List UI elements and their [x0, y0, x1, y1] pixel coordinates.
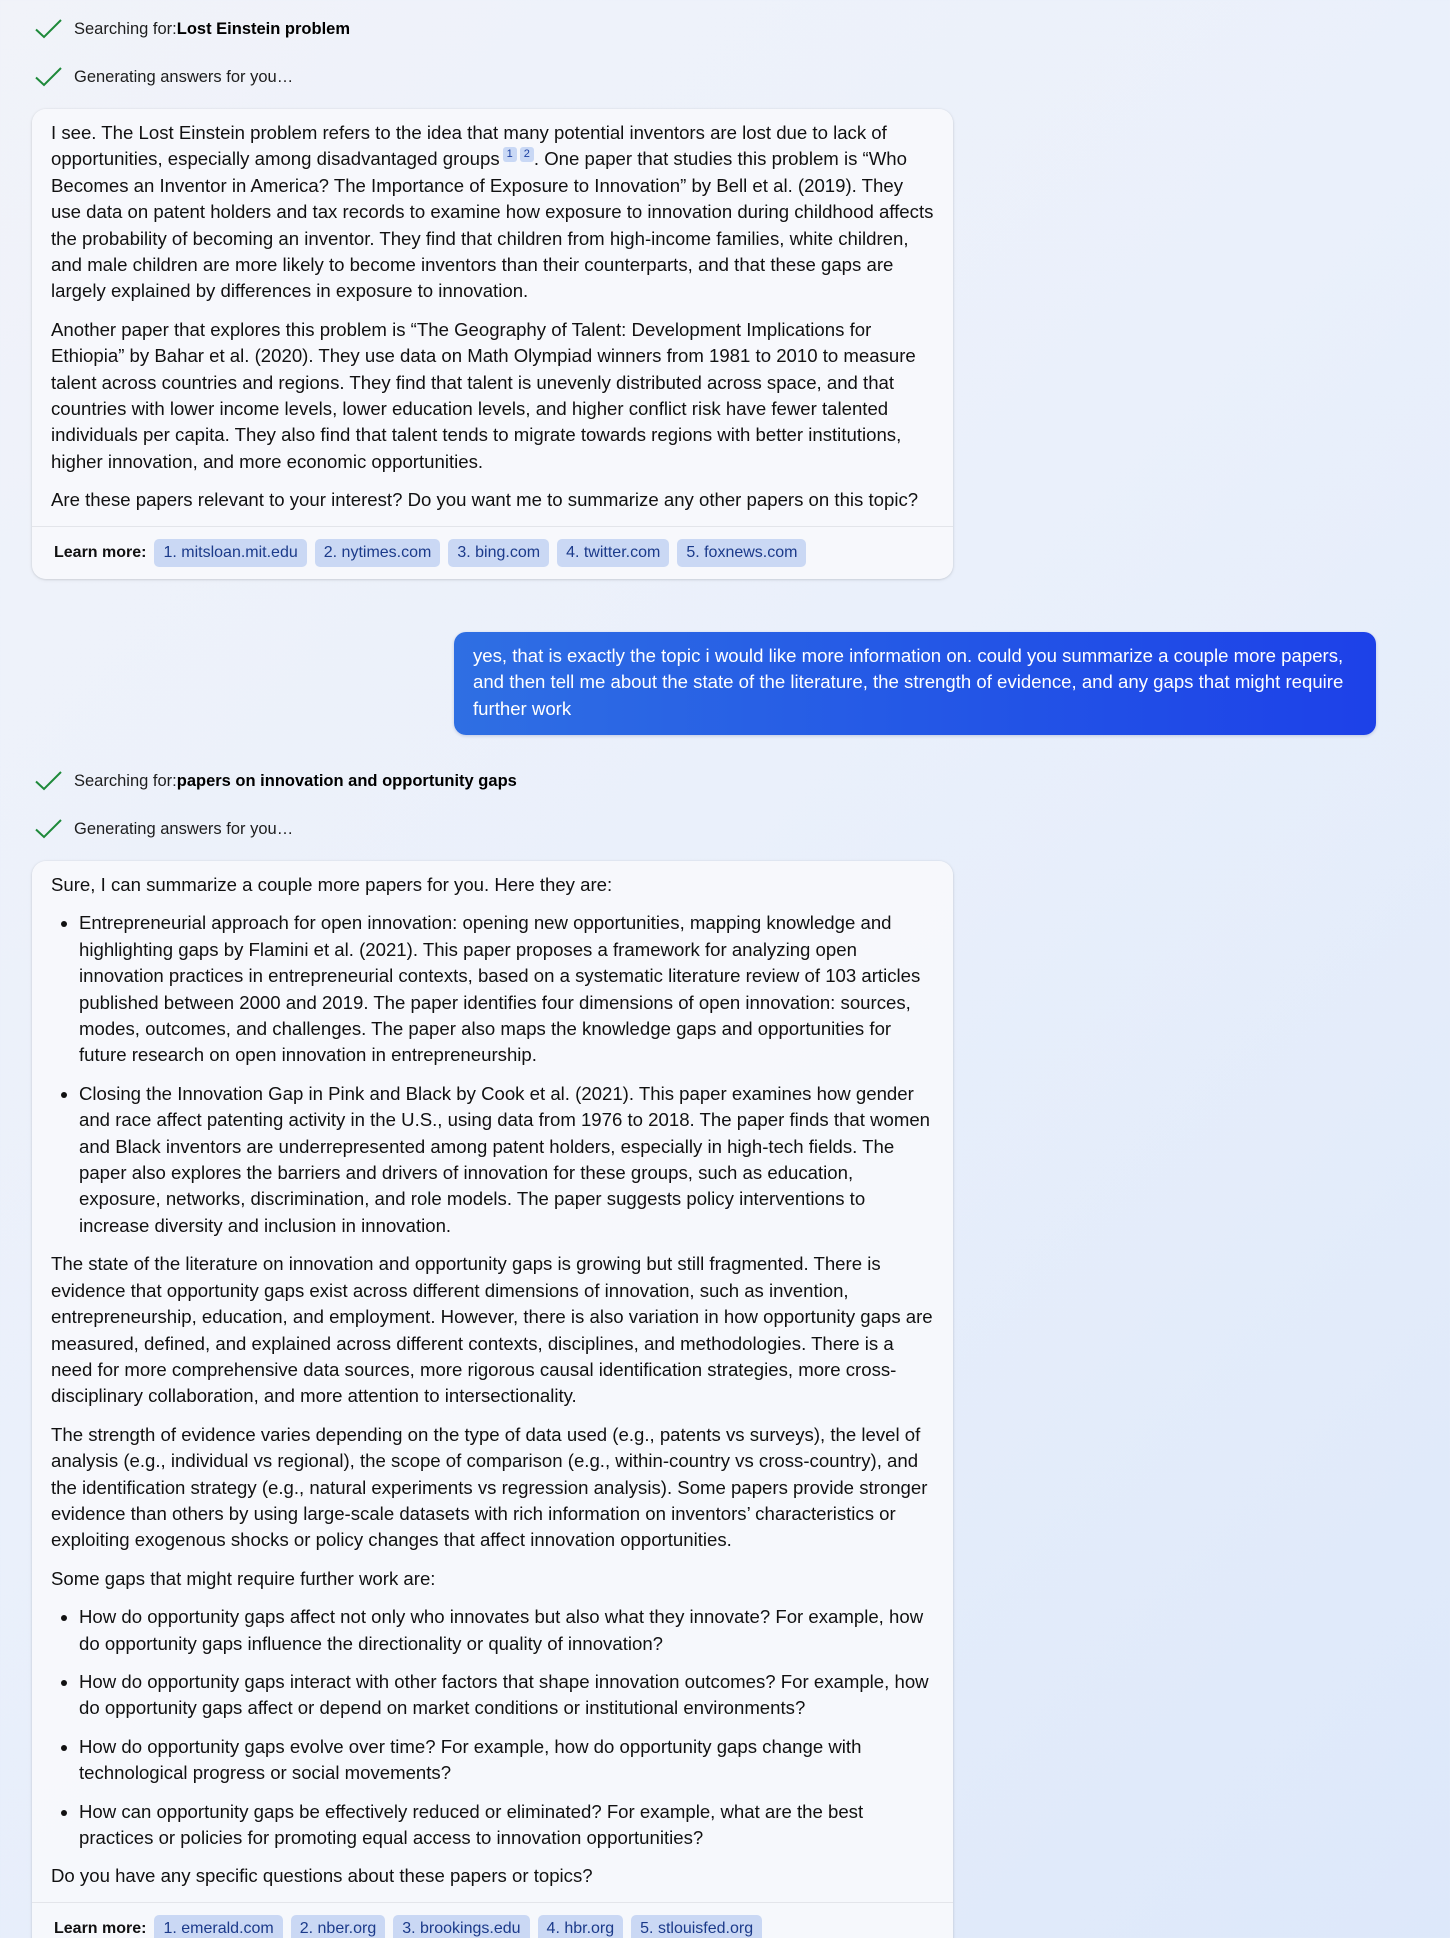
status-generating-2 [34, 816, 293, 842]
citation-badge[interactable]: 2 [520, 147, 534, 162]
source-link[interactable]: 5. foxnews.com [677, 539, 806, 567]
response-gaps-intro: Some gaps that might require further work are: [51, 1567, 436, 1589]
source-link[interactable]: 4. twitter.com [557, 539, 669, 567]
user-message-text: yes, that is exactly the topic i would like more information on. could you summarize a couple more papers, and then tell me about the state of the literature, the strength of evidence, and any gaps that might require further work [473, 645, 1344, 719]
status-searching-query: Lost Einstein problem [176, 19, 351, 38]
response-text: I see. The Lost Einstein problem refers to the idea that many potential inventors are lost due to lack of opportunities, especially among disadvantaged groups [51, 122, 887, 170]
gap-list-item: • How do opportunity gaps evolve over time? For example, how do opportunity gaps change with technological progress or social movements? [79, 1734, 934, 1787]
checkmark-icon [34, 769, 64, 793]
bot-response-body-2 [32, 861, 953, 1890]
learn-more-label: Learn more: [54, 1919, 147, 1937]
checkmark-icon [34, 17, 64, 41]
source-link[interactable]: 1. mitsloan.mit.edu [154, 539, 306, 567]
learn-more-bar-2 [32, 1902, 953, 1938]
source-link[interactable]: 3. bing.com [448, 539, 549, 567]
status-searching-query: papers on innovation and opportunity gaps [176, 771, 517, 790]
gap-list-item: • How do opportunity gaps affect not only who innovates but also what they innovate? For example, how do opportunity gaps influence the directionality or quality of innovation? [79, 1604, 934, 1657]
user-message-bubble [454, 632, 1376, 735]
gap-list-item: • How can opportunity gaps be effectively reduced or eliminated? For example, what are the best practices or policies for promoting equal access to innovation opportunities? [79, 1799, 934, 1852]
bot-response-body-1 [32, 109, 953, 514]
status-searching-prefix: Searching for: [74, 771, 177, 790]
status-searching-prefix: Searching for: [74, 19, 177, 38]
response-paragraph-strength: The strength of evidence varies depending on the type of data used (e.g., patents vs surveys), the level of analysis (e.g., individual vs regional), the scope of comparison (e.g., within-country vs cross-country), and the identification strategy (e.g., natural experiments vs regression analysis). Some papers provide stronger evidence than others by using large-scale datasets with rich information on inventors’ characteristics or exploiting exogenous shocks or policy changes that affect innovation opportunities. [51, 1423, 928, 1551]
response-paragraph: Another paper that explores this problem is “The Geography of Talent: Development Implications for Ethiopia” by Bahar et al. (2020). They use data on Math Olympiad winners from 1981 to 2010 to measure talent across countries and regions. They find that talent is unevenly distributed across space, and that countries with lower income levels, lower education levels, and higher conflict risk have fewer talented individuals per capita. They also find that talent tends to migrate towards regions with better institutions, higher innovation, and more economic opportunities. [51, 318, 916, 472]
source-link[interactable]: 5. stlouisfed.org [631, 1915, 762, 1938]
response-paragraph [51, 120, 934, 305]
learn-more-bar-1 [32, 526, 953, 579]
paper-list-item: • Entrepreneurial approach for open innovation: opening new opportunities, mapping knowledge and highlighting gaps by Flamini et al. (2021). This paper proposes a framework for analyzing open innovation practices in entrepreneurial contexts, based on a systematic literature review of 103 articles published between 2000 and 2019. The paper identifies four dimensions of open innovation: sources, modes, outcomes, and challenges. The paper also maps the knowledge gaps and opportunities for future research on open innovation in entrepreneurship. [79, 910, 934, 1068]
status-searching-1 [34, 16, 350, 42]
source-link[interactable]: 4. hbr.org [538, 1915, 624, 1938]
citation-badge[interactable]: 1 [503, 147, 517, 162]
status-searching-2 [34, 768, 517, 794]
bot-response-card-1 [32, 109, 953, 579]
source-link[interactable]: 2. nytimes.com [315, 539, 441, 567]
bot-response-card-2 [32, 861, 953, 1938]
source-link[interactable]: 1. emerald.com [154, 1915, 282, 1938]
response-intro: Sure, I can summarize a couple more papers for you. Here they are: [51, 874, 613, 895]
response-closing: Do you have any specific questions about these papers or topics? [51, 1865, 593, 1887]
gaps-list [51, 1604, 934, 1851]
paper-list [51, 910, 934, 1239]
response-paragraph-state: The state of the literature on innovation and opportunity gaps is growing but still fragmented. There is evidence that opportunity gaps exist across different dimensions of innovation, such as invention, entrepreneurship, education, and employment. However, there is also variation in how opportunity gaps are measured, defined, and explained across different contexts, disciplines, and methodologies. There is a need for more comprehensive data sources, more rigorous causal identification strategies, more cross-disciplinary collaboration, and more attention to intersectionality. [51, 1253, 933, 1407]
status-generating-1 [34, 64, 293, 90]
source-link[interactable]: 2. nber.org [291, 1915, 386, 1938]
gap-list-item: • How do opportunity gaps interact with other factors that shape innovation outcomes? For example, how do opportunity gaps affect or depend on market conditions or institutional environments? [79, 1669, 934, 1722]
status-generating-text: Generating answers for you… [74, 67, 294, 86]
checkmark-icon [34, 65, 64, 89]
response-text: . One paper that studies this problem is “Who Becomes an Inventor in America? The Importance of Exposure to Innovation” by Bell et al. (2019). They use data on patent holders and tax records to examine how exposure to innovation during childhood affects the probability of becoming an inventor. They find that children from high-income families, white children, and male children are more likely to become inventors than their counterparts, and that these gaps are largely explained by differences in exposure to innovation. [51, 148, 934, 302]
checkmark-icon [34, 817, 64, 841]
paper-list-item: • Closing the Innovation Gap in Pink and Black by Cook et al. (2021). This paper examines how gender and race affect patenting activity in the U.S., using data from 1976 to 2018. The paper finds that women and Black inventors are underrepresented among patent holders, especially in high-tech fields. The paper also explores the barriers and drivers of innovation for these groups, such as education, exposure, networks, discrimination, and role models. The paper suggests policy interventions to increase diversity and inclusion in innovation. [79, 1081, 934, 1239]
source-link[interactable]: 3. brookings.edu [393, 1915, 529, 1938]
response-paragraph: Are these papers relevant to your interest? Do you want me to summarize any other papers on this topic? [51, 489, 919, 511]
status-generating-text: Generating answers for you… [74, 819, 294, 838]
learn-more-label: Learn more: [54, 543, 147, 561]
